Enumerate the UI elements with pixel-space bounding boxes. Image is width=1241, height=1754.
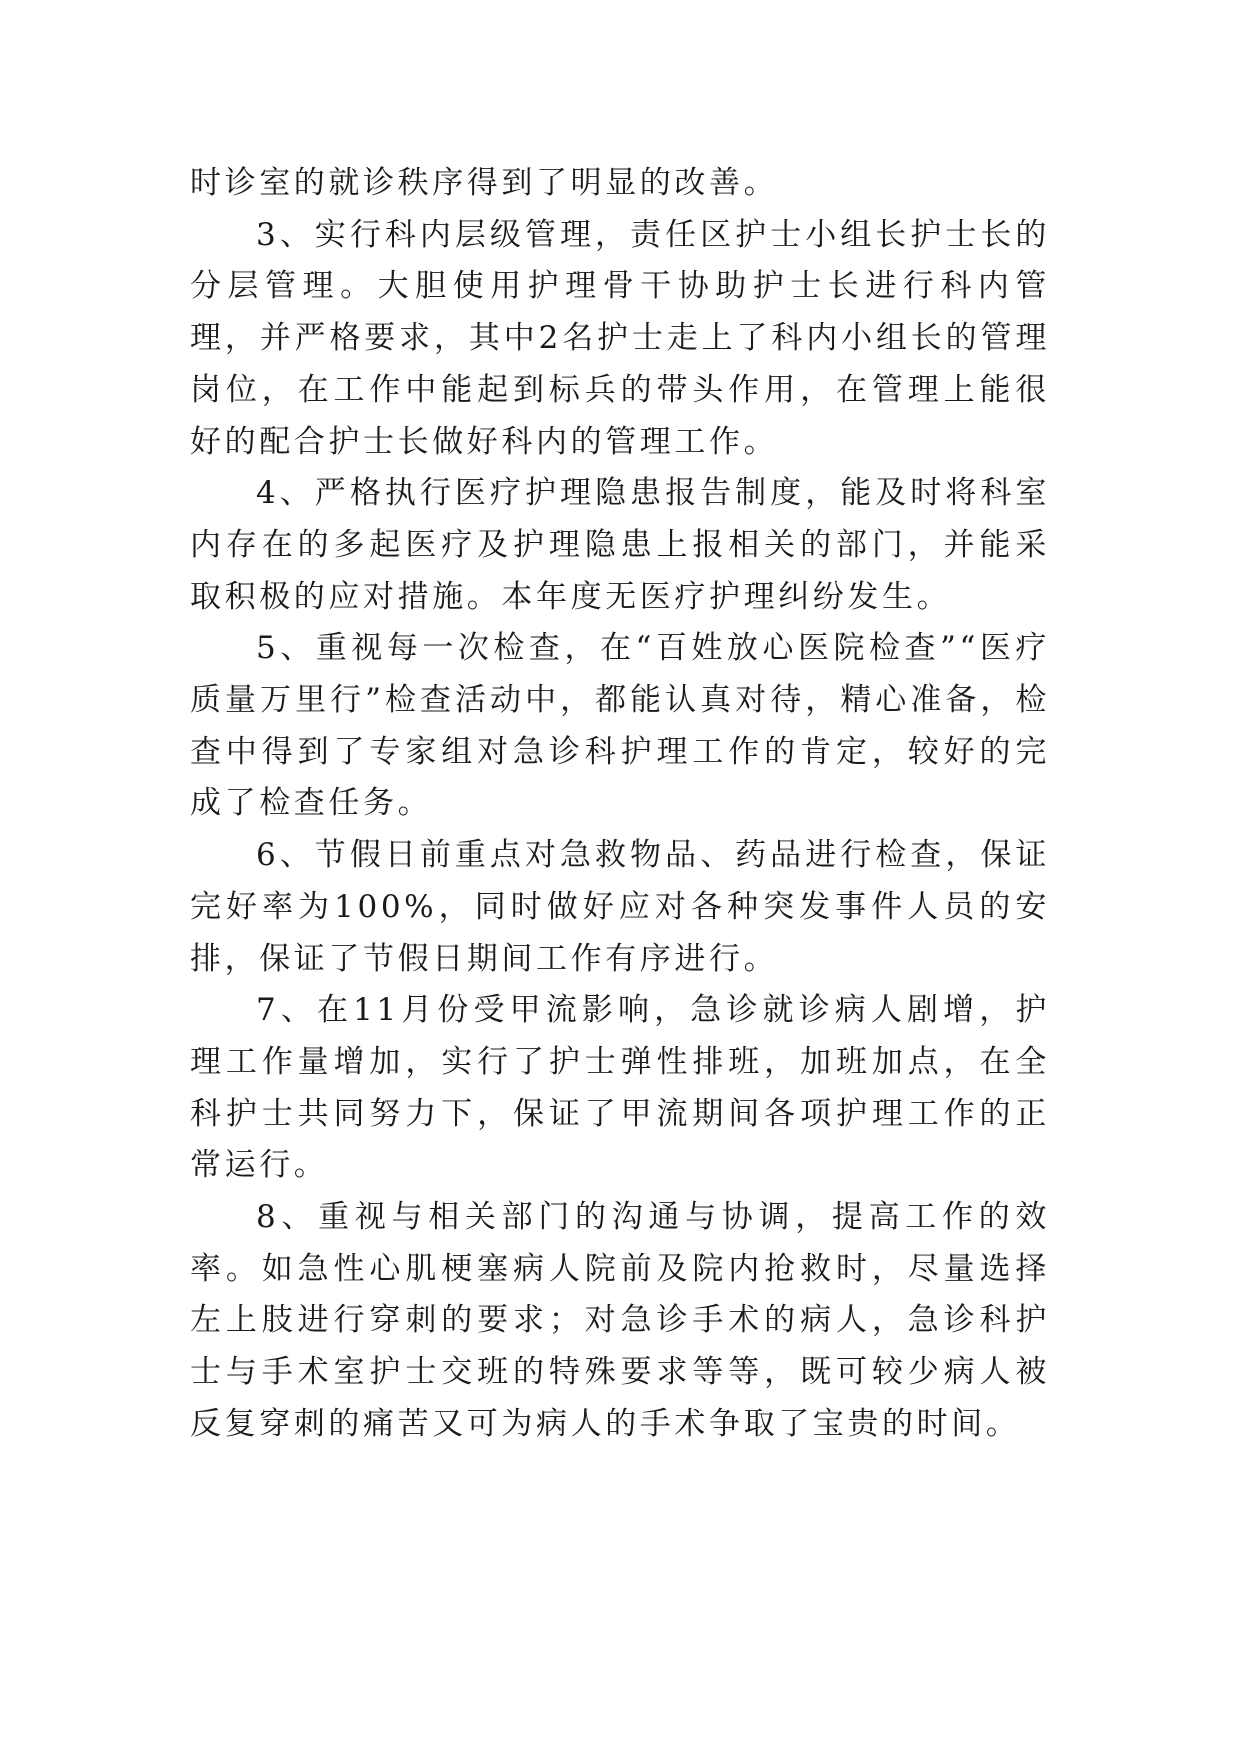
- paragraph-item-4: 4、严格执行医疗护理隐患报告制度，能及时将科室内存在的多起医疗及护理隐患上报相关的部门，并能采取积极的应对措施。本年度无医疗护理纠纷发生。: [190, 475, 1050, 615]
- paragraph-item-8: 8、重视与相关部门的沟通与协调，提高工作的效率。如急性心肌梗塞病人院前及院内抢救时，尽量选择左上肢进行穿刺的要求；对急诊手术的病人，急诊科护士与手术室护士交班的特殊要求等等，既可较少病人被反复穿刺的痛苦又可为病人的手术争取了宝贵的时间。: [190, 1199, 1050, 1442]
- paragraph-item-6: 6、节假日前重点对急救物品、药品进行检查，保证完好率为100%，同时做好应对各种突发事件人员的安排，保证了节假日期间工作有序进行。: [190, 837, 1050, 977]
- paragraph-item-5: 5、重视每一次检查，在“百姓放心医院检查”“医疗质量万里行”检查活动中，都能认真对待，精心准备，检查中得到了专家组对急诊科护理工作的肯定，较好的完成了检查任务。: [190, 630, 1050, 822]
- paragraph-item-7: 7、在11月份受甲流影响，急诊就诊病人剧增，护理工作量增加，实行了护士弹性排班，加班加点，在全科护士共同努力下，保证了甲流期间各项护理工作的正常运行。: [190, 992, 1050, 1184]
- document-body: [190, 158, 1050, 1451]
- paragraph-item-3: 3、实行科内层级管理，责任区护士小组长护士长的分层管理。大胆使用护理骨干协助护士长进行科内管理，并严格要求，其中2名护士走上了科内小组长的管理岗位，在工作中能起到标兵的带头作用，在管理上能很好的配合护士长做好科内的管理工作。: [190, 216, 1050, 460]
- paragraph-continuation: 时诊室的就诊秩序得到了明显的改善。: [190, 165, 779, 201]
